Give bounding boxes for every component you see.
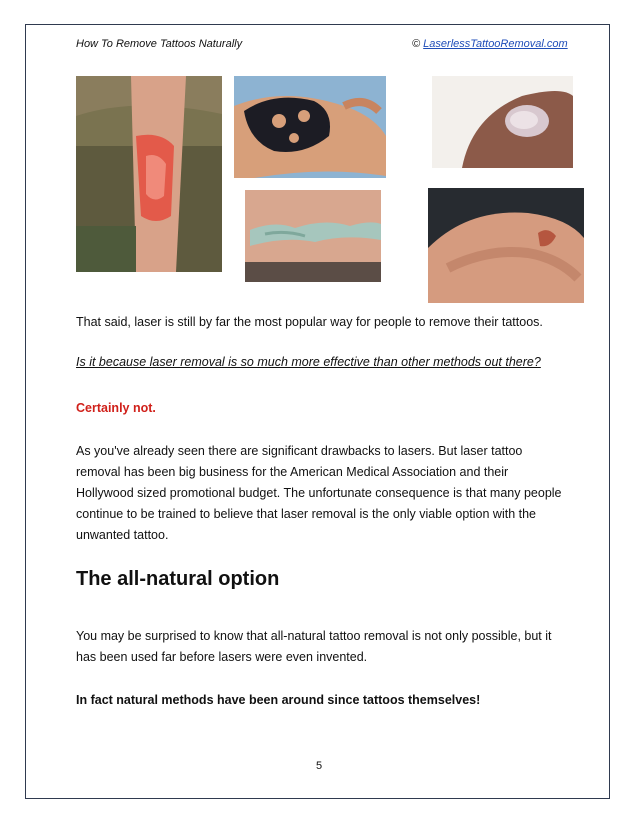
paragraph-line: unwanted tattoo. [76, 528, 169, 542]
paragraph-line: removal has been big business for the American Medical Association and their [76, 465, 509, 479]
header-copyright [412, 38, 568, 50]
photo-arm-laser-burn [76, 76, 222, 272]
paragraph-line: Hollywood sized promotional budget. The unfortunate consequence is that many people [76, 486, 562, 500]
paragraph-line: has been used far before lasers were even invented. [76, 650, 368, 664]
photo-wrist-faded [245, 190, 381, 282]
paragraph-drawbacks [76, 441, 566, 546]
paragraph-line: As you've already seen there are significant drawbacks to lasers. But laser tattoo [76, 444, 523, 458]
question-effective: Is it because laser removal is so much more effective than other methods out there? [76, 355, 541, 369]
paragraph-laser-popular: That said, laser is still by far the most popular way for people to remove their tattoos. [76, 315, 543, 329]
copyright-symbol: © [412, 38, 421, 50]
paragraph-line: continue to be trained to believe that laser removal is the only viable option with the [76, 507, 536, 521]
paragraph-line: You may be surprised to know that all-natural tattoo removal is not only possible, but it [76, 629, 552, 643]
section-heading: The all-natural option [76, 568, 280, 590]
page-number: 5 [315, 760, 323, 772]
photo-blister [432, 76, 573, 168]
certainly-not: Certainly not. [76, 401, 156, 415]
paragraph-natural-methods: In fact natural methods have been around since tattoos themselves! [76, 693, 481, 707]
photo-hand-tattoo [234, 76, 386, 178]
site-link[interactable]: LaserlessTattooRemoval.com [423, 38, 568, 50]
paragraph-surprised [76, 626, 566, 668]
photo-hand-scar [428, 188, 584, 303]
header-title: How To Remove Tattoos Naturally [76, 38, 243, 50]
